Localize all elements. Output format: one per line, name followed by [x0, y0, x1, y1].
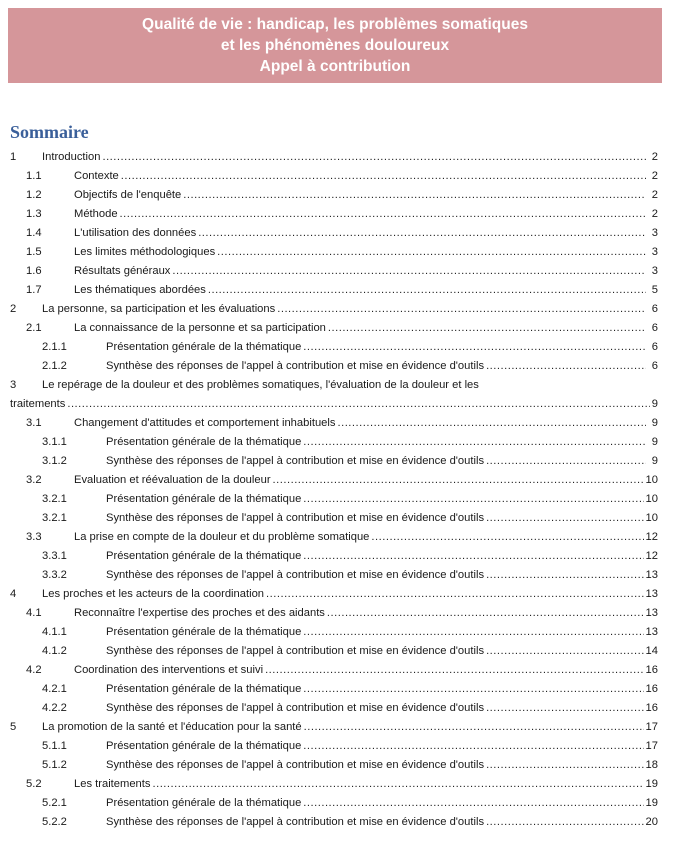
toc-entry-page: 10 — [645, 493, 658, 505]
toc-entry-number: 3 — [10, 379, 17, 391]
toc-entry-title: Synthèse des réponses de l'appel à contribution et mise en évidence d'outils — [106, 816, 485, 828]
toc-entry[interactable] — [10, 262, 658, 281]
table-of-contents — [10, 148, 658, 832]
toc-entry-number: 4 — [10, 588, 17, 600]
toc-entry-page: 6 — [651, 303, 658, 315]
toc-leader-dots — [371, 528, 643, 547]
toc-entry-page: 17 — [645, 721, 658, 733]
toc-entry-number: 4.1 — [26, 607, 42, 619]
toc-entry-page: 6 — [651, 322, 658, 334]
toc-entry-number: 2.1.2 — [42, 360, 67, 372]
toc-entry-page: 14 — [645, 645, 658, 657]
toc-entry-title: Présentation générale de la thématique — [106, 683, 302, 695]
toc-entry-page: 3 — [651, 227, 658, 239]
toc-entry[interactable] — [10, 623, 658, 642]
toc-entry-title: Les limites méthodologiques — [74, 246, 216, 258]
toc-entry-page: 12 — [645, 531, 658, 543]
toc-entry-title-continued: traitements — [10, 398, 66, 410]
toc-entry-title: Présentation générale de la thématique — [106, 740, 302, 752]
toc-entry[interactable] — [10, 547, 658, 566]
toc-entry-page: 6 — [651, 360, 658, 372]
toc-entry[interactable] — [10, 338, 658, 357]
toc-entry-page: 9 — [651, 436, 658, 448]
toc-entry-title: Synthèse des réponses de l'appel à contribution et mise en évidence d'outils — [106, 455, 485, 467]
toc-entry[interactable] — [10, 319, 658, 338]
toc-entry-title: Les proches et les acteurs de la coordination — [42, 588, 265, 600]
document-title-banner — [8, 8, 662, 83]
toc-leader-dots — [198, 224, 646, 243]
toc-leader-dots — [183, 186, 646, 205]
toc-entry-number: 3.3.1 — [42, 550, 67, 562]
toc-entry-title: Coordination des interventions et suivi — [74, 664, 264, 676]
toc-entry-title: Le repérage de la douleur et des problèmes somatiques, l'évaluation de la douleur et les — [42, 379, 479, 391]
toc-entry-title: Introduction — [42, 151, 101, 163]
toc-entry-number: 1.1 — [26, 170, 42, 182]
toc-leader-dots — [67, 395, 649, 414]
toc-entry-number: 2 — [10, 303, 17, 315]
toc-leader-dots — [277, 300, 646, 319]
toc-leader-dots — [265, 661, 643, 680]
toc-entry-title: Objectifs de l'enquête — [74, 189, 182, 201]
toc-entry-title: Changement d'attitudes et comportement inhabituels — [74, 417, 336, 429]
toc-leader-dots — [486, 357, 646, 376]
toc-entry-number: 5.1.1 — [42, 740, 67, 752]
toc-entry[interactable] — [10, 566, 658, 585]
toc-entry-page: 3 — [651, 265, 658, 277]
toc-entry-title: Les traitements — [74, 778, 151, 790]
toc-entry-page: 19 — [645, 778, 658, 790]
toc-entry-title: Evaluation et réévaluation de la douleur — [74, 474, 271, 486]
toc-entry-title: Synthèse des réponses de l'appel à contribution et mise en évidence d'outils — [106, 759, 485, 771]
toc-entry-number: 1.6 — [26, 265, 42, 277]
toc-entry-page: 2 — [651, 170, 658, 182]
toc-entry-title: Méthode — [74, 208, 118, 220]
toc-leader-dots — [208, 281, 646, 300]
toc-leader-dots — [303, 338, 646, 357]
toc-leader-dots — [303, 794, 643, 813]
toc-entry[interactable] — [10, 642, 658, 661]
toc-entry[interactable] — [10, 300, 658, 319]
toc-entry[interactable] — [10, 357, 658, 376]
toc-entry-title: Présentation générale de la thématique — [106, 493, 302, 505]
toc-entry[interactable] — [10, 490, 658, 509]
toc-entry-page: 13 — [645, 626, 658, 638]
toc-leader-dots — [337, 414, 646, 433]
toc-entry-number: 5.2 — [26, 778, 42, 790]
toc-leader-dots — [304, 718, 644, 737]
toc-entry-title: Présentation générale de la thématique — [106, 626, 302, 638]
toc-entry[interactable] — [10, 604, 658, 623]
toc-entry-title: La prise en compte de la douleur et du problème somatique — [74, 531, 370, 543]
toc-leader-dots — [303, 680, 643, 699]
toc-leader-dots — [303, 433, 646, 452]
toc-entry-number: 1 — [10, 151, 17, 163]
toc-entry[interactable] — [10, 528, 658, 547]
toc-entry-title: Synthèse des réponses de l'appel à contribution et mise en évidence d'outils — [106, 512, 485, 524]
toc-entry-page: 2 — [651, 208, 658, 220]
toc-entry-page: 17 — [645, 740, 658, 752]
toc-entry[interactable] — [10, 281, 658, 300]
toc-entry[interactable] — [10, 737, 658, 756]
toc-entry-number: 3.2.1 — [42, 512, 67, 524]
toc-entry-number: 4.2.1 — [42, 683, 67, 695]
toc-entry-page: 20 — [645, 816, 658, 828]
toc-entry-number: 1.4 — [26, 227, 42, 239]
toc-entry-number: 5 — [10, 721, 17, 733]
toc-entry[interactable] — [10, 376, 658, 414]
toc-entry-page: 3 — [651, 246, 658, 258]
toc-entry[interactable] — [10, 148, 658, 167]
toc-entry-number: 3.1.2 — [42, 455, 67, 467]
toc-entry-number: 2.1.1 — [42, 341, 67, 353]
toc-entry[interactable] — [10, 224, 658, 243]
toc-leader-dots — [486, 699, 643, 718]
toc-entry-number: 5.2.1 — [42, 797, 67, 809]
toc-entry[interactable] — [10, 452, 658, 471]
toc-leader-dots — [303, 547, 643, 566]
toc-entry-title: Présentation générale de la thématique — [106, 341, 302, 353]
toc-entry[interactable] — [10, 509, 658, 528]
toc-leader-dots — [303, 737, 643, 756]
toc-leader-dots — [102, 148, 646, 167]
toc-leader-dots — [486, 509, 643, 528]
toc-leader-dots — [486, 813, 643, 832]
toc-entry-number: 3.1.1 — [42, 436, 67, 448]
toc-entry-page: 10 — [645, 512, 658, 524]
toc-entry-number: 3.2 — [26, 474, 42, 486]
toc-entry-title: La connaissance de la personne et sa participation — [74, 322, 326, 334]
toc-entry-page: 16 — [645, 683, 658, 695]
toc-entry-page: 12 — [645, 550, 658, 562]
toc-entry-page: 19 — [645, 797, 658, 809]
toc-entry[interactable] — [10, 680, 658, 699]
toc-leader-dots — [327, 604, 644, 623]
toc-entry-number: 2.1 — [26, 322, 42, 334]
toc-entry-title: Présentation générale de la thématique — [106, 550, 302, 562]
toc-entry-page: 2 — [651, 189, 658, 201]
toc-entry-title: Synthèse des réponses de l'appel à contribution et mise en évidence d'outils — [106, 645, 485, 657]
toc-entry[interactable] — [10, 205, 658, 224]
toc-leader-dots — [303, 623, 643, 642]
toc-leader-dots — [303, 490, 643, 509]
toc-entry[interactable] — [10, 718, 658, 737]
toc-entry[interactable] — [10, 775, 658, 794]
toc-entry[interactable] — [10, 414, 658, 433]
toc-entry-number: 4.2 — [26, 664, 42, 676]
toc-entry-title: Synthèse des réponses de l'appel à contribution et mise en évidence d'outils — [106, 569, 485, 581]
toc-entry-page: 9 — [651, 398, 658, 410]
toc-entry-page: 9 — [651, 455, 658, 467]
toc-leader-dots — [121, 167, 646, 186]
toc-entry-title: L'utilisation des données — [74, 227, 197, 239]
title-line-2: et les phénomènes douloureux — [220, 37, 450, 54]
toc-leader-dots — [328, 319, 646, 338]
toc-entry[interactable] — [10, 699, 658, 718]
toc-entry-number: 3.2.1 — [42, 493, 67, 505]
toc-entry[interactable] — [10, 167, 658, 186]
toc-entry-number: 3.1 — [26, 417, 42, 429]
toc-entry-title: Synthèse des réponses de l'appel à contribution et mise en évidence d'outils — [106, 360, 485, 372]
toc-entry-number: 5.2.2 — [42, 816, 67, 828]
toc-entry-number: 3.3 — [26, 531, 42, 543]
toc-entry[interactable] — [10, 471, 658, 490]
title-line-3: Appel à contribution — [259, 58, 411, 75]
toc-entry-title: Résultats généraux — [74, 265, 171, 277]
toc-entry-number: 5.1.2 — [42, 759, 67, 771]
toc-leader-dots — [217, 243, 646, 262]
toc-entry-page: 16 — [645, 664, 658, 676]
toc-entry-title: Reconnaître l'expertise des proches et des aidants — [74, 607, 325, 619]
toc-entry-page: 10 — [645, 474, 658, 486]
title-line-1: Qualité de vie : handicap, les problèmes somatiques — [142, 16, 528, 33]
toc-entry-title: Présentation générale de la thématique — [106, 797, 302, 809]
toc-entry-title: Contexte — [74, 170, 119, 182]
toc-entry-number: 1.5 — [26, 246, 42, 258]
toc-leader-dots — [120, 205, 646, 224]
toc-leader-dots — [486, 756, 643, 775]
toc-entry-number: 3.3.2 — [42, 569, 67, 581]
toc-entry-number: 1.3 — [26, 208, 42, 220]
toc-leader-dots — [486, 642, 643, 661]
toc-entry-title: Présentation générale de la thématique — [106, 436, 302, 448]
toc-entry-number: 4.2.2 — [42, 702, 67, 714]
toc-entry-number: 4.1.2 — [42, 645, 67, 657]
toc-entry[interactable] — [10, 813, 658, 832]
toc-entry[interactable] — [10, 433, 658, 452]
toc-entry-title: Synthèse des réponses de l'appel à contribution et mise en évidence d'outils — [106, 702, 485, 714]
toc-entry-number: 1.7 — [26, 284, 42, 296]
toc-entry-page: 6 — [651, 341, 658, 353]
toc-entry-title: La personne, sa participation et les évaluations — [42, 303, 276, 315]
toc-entry-page: 9 — [651, 417, 658, 429]
toc-leader-dots — [172, 262, 646, 281]
toc-leader-dots — [486, 566, 643, 585]
toc-entry[interactable] — [10, 661, 658, 680]
toc-leader-dots — [273, 471, 644, 490]
toc-entry[interactable] — [10, 186, 658, 205]
toc-leader-dots — [486, 452, 646, 471]
toc-entry-page: 13 — [645, 607, 658, 619]
toc-entry-title: La promotion de la santé et l'éducation pour la santé — [42, 721, 302, 733]
toc-entry-page: 13 — [645, 569, 658, 581]
toc-entry[interactable] — [10, 794, 658, 813]
toc-entry-page: 13 — [645, 588, 658, 600]
toc-entry[interactable] — [10, 585, 658, 604]
toc-entry-number: 4.1.1 — [42, 626, 67, 638]
toc-entry[interactable] — [10, 243, 658, 262]
summary-heading: Sommaire — [10, 122, 89, 142]
toc-leader-dots — [266, 585, 644, 604]
toc-entry-title: Les thématiques abordées — [74, 284, 206, 296]
toc-entry-page: 2 — [651, 151, 658, 163]
toc-entry-number: 1.2 — [26, 189, 42, 201]
toc-entry[interactable] — [10, 756, 658, 775]
toc-entry-page: 18 — [645, 759, 658, 771]
toc-entry-page: 16 — [645, 702, 658, 714]
toc-entry-page: 5 — [651, 284, 658, 296]
toc-leader-dots — [152, 775, 643, 794]
